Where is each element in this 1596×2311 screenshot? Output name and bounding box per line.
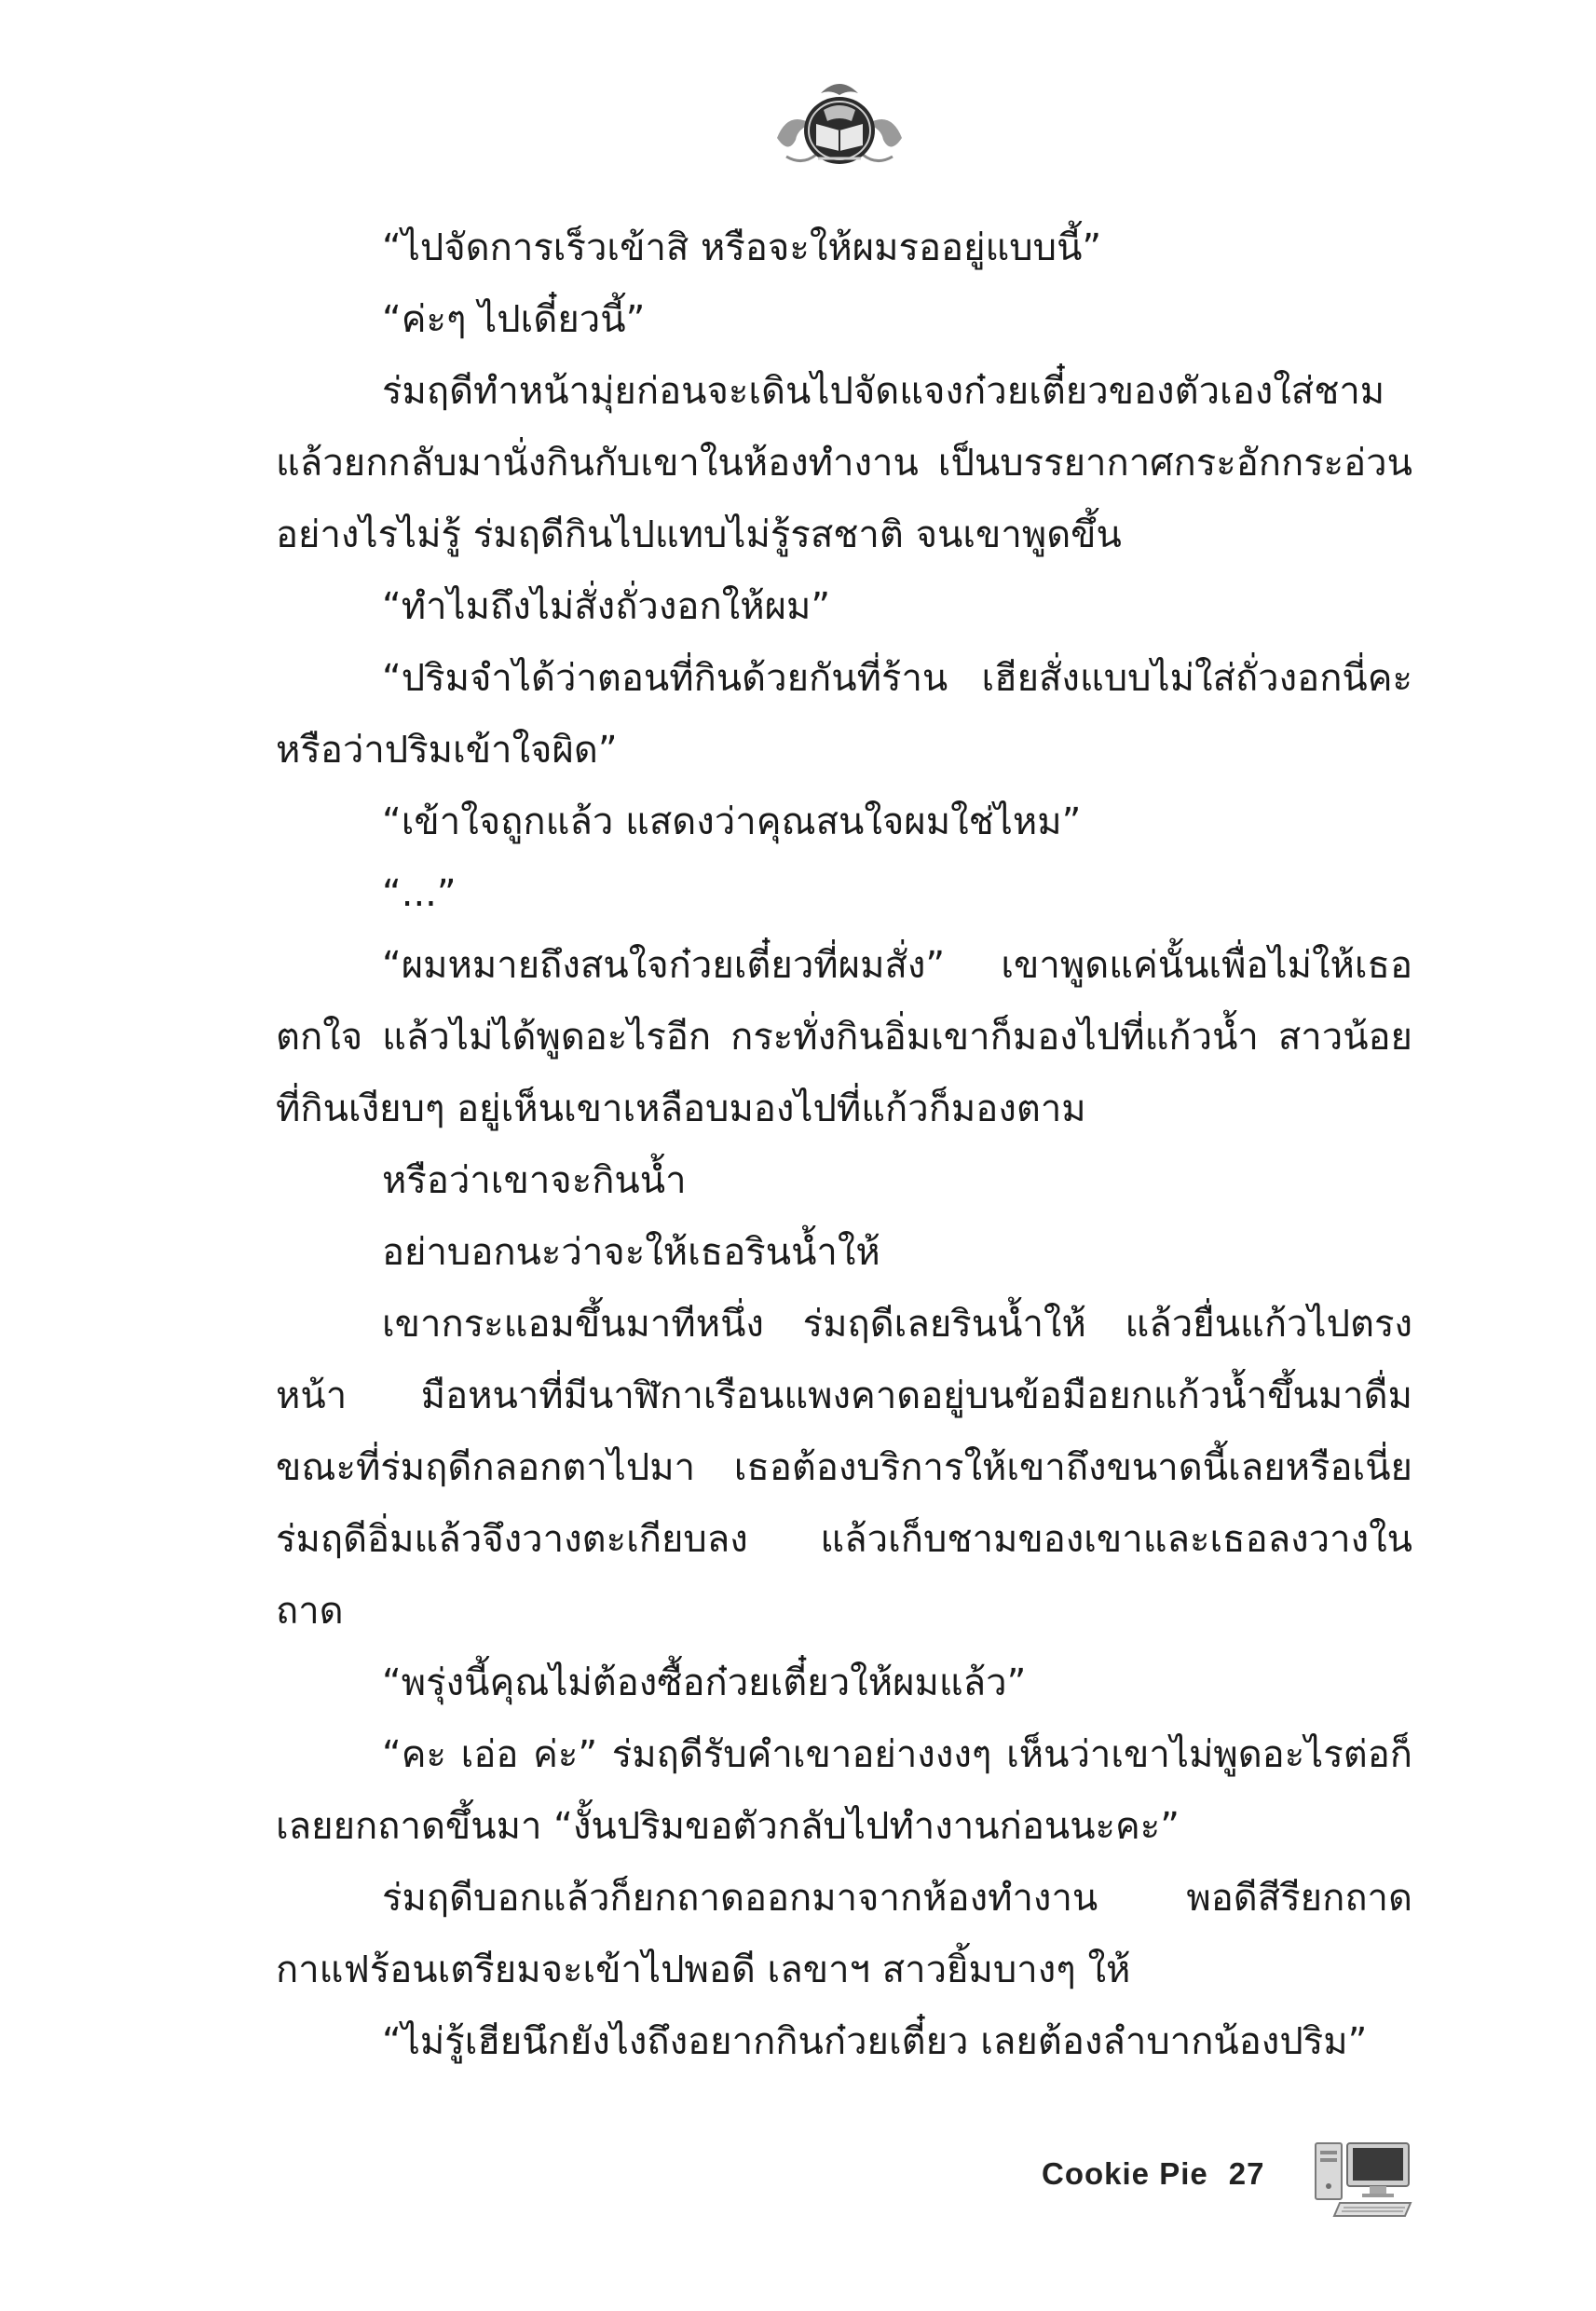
paragraph: “...” <box>382 872 457 915</box>
paragraph: “ผมหมายถึงสนใจก๋วยเตี๋ยวที่ผมสั่ง” เขาพูดแค่นั้นเพื่อไม่ให้เธอตกใจ แล้วไม่ได้พูดอะไรอีก กระทั่งกินอิ่มเขาก็มองไปที่แก้วน้ำ สาวน้อยที่กินเงียบๆ อยู่เห็นเขาเหลือบมองไปที่แก้วก็มองตาม <box>276 944 1412 1130</box>
ornamental-logo-icon <box>770 73 909 175</box>
paragraph: “ไม่รู้เฮียนึกยังไงถึงอยากกินก๋วยเตี๋ยว เลยต้องลำบากน้องปริม” <box>382 2020 1368 2063</box>
paragraph: ร่มฤดีทำหน้ามุ่ยก่อนจะเดินไปจัดแจงก๋วยเตี๋ยวของตัวเองใส่ชามแล้วยกกลับมานั่งกินกับเขาในห้องทำงาน เป็นบรรยากาศกระอักกระอ่วนอย่างไรไม่รู้ ร่มฤดีกินไปแทบไม่รู้รสชาติ จนเขาพูดขึ้น <box>276 370 1412 556</box>
paragraph: “ค่ะๆ ไปเดี๋ยวนี้” <box>382 298 646 341</box>
paragraph: อย่าบอกนะว่าจะให้เธอรินน้ำให้ <box>382 1231 880 1274</box>
story-text <box>276 212 1412 2078</box>
paragraph: “ไปจัดการเร็วเข้าสิ หรือจะให้ผมรออยู่แบบนี้” <box>382 226 1102 269</box>
paragraph: หรือว่าเขาจะกินน้ำ <box>382 1159 687 1202</box>
footer-label <box>1042 2156 1264 2192</box>
paragraph: ร่มฤดีบอกแล้วก็ยกถาดออกมาจากห้องทำงาน พอดีสีรียกถาดกาแฟร้อนเตรียมจะเข้าไปพอดี เลขาฯ สาวยิ้มบางๆ ให้ <box>276 1877 1412 1991</box>
page-number: 27 <box>1228 2156 1265 2191</box>
paragraph: “คะ เอ่อ ค่ะ” ร่มฤดีรับคำเขาอย่างงงๆ เห็นว่าเขาไม่พูดอะไรต่อก็เลยยกถาดขึ้นมา “งั้นปริมขอตัวกลับไปทำงานก่อนนะคะ” <box>276 1733 1412 1848</box>
paragraph: เขากระแอมขึ้นมาทีหนึ่ง ร่มฤดีเลยรินน้ำให้ แล้วยื่นแก้วไปตรงหน้า มือหนาที่มีนาฬิกาเรือนแพงคาดอยู่บนข้อมือยกแก้วน้ำขึ้นมาดื่ม ขณะที่ร่มฤดีกลอกตาไปมา เธอต้องบริการให้เขาถึงขนาดนี้เลยหรือเนี่ย ร่มฤดีอิ่มแล้วจึงวางตะเกียบลง แล้วเก็บชามของเขาและเธอลงวางในถาด <box>276 1303 1412 1633</box>
paragraph: “พรุ่งนี้คุณไม่ต้องซื้อก๋วยเตี๋ยวให้ผมแล้ว” <box>382 1661 1027 1704</box>
book-title: Cookie Pie <box>1042 2156 1208 2191</box>
paragraph: “เข้าใจถูกแล้ว แสดงว่าคุณสนใจผมใช่ไหม” <box>382 800 1082 843</box>
page-footer <box>1032 2138 1424 2231</box>
paragraph: “ปริมจำได้ว่าตอนที่กินด้วยกันที่ร้าน เฮียสั่งแบบไม่ใส่ถั่วงอกนี่คะ หรือว่าปริมเข้าใจผิด” <box>276 657 1412 772</box>
paragraph: “ทำไมถึงไม่สั่งถั่วงอกให้ผม” <box>382 585 831 628</box>
desktop-computer-icon <box>1312 2138 1414 2222</box>
